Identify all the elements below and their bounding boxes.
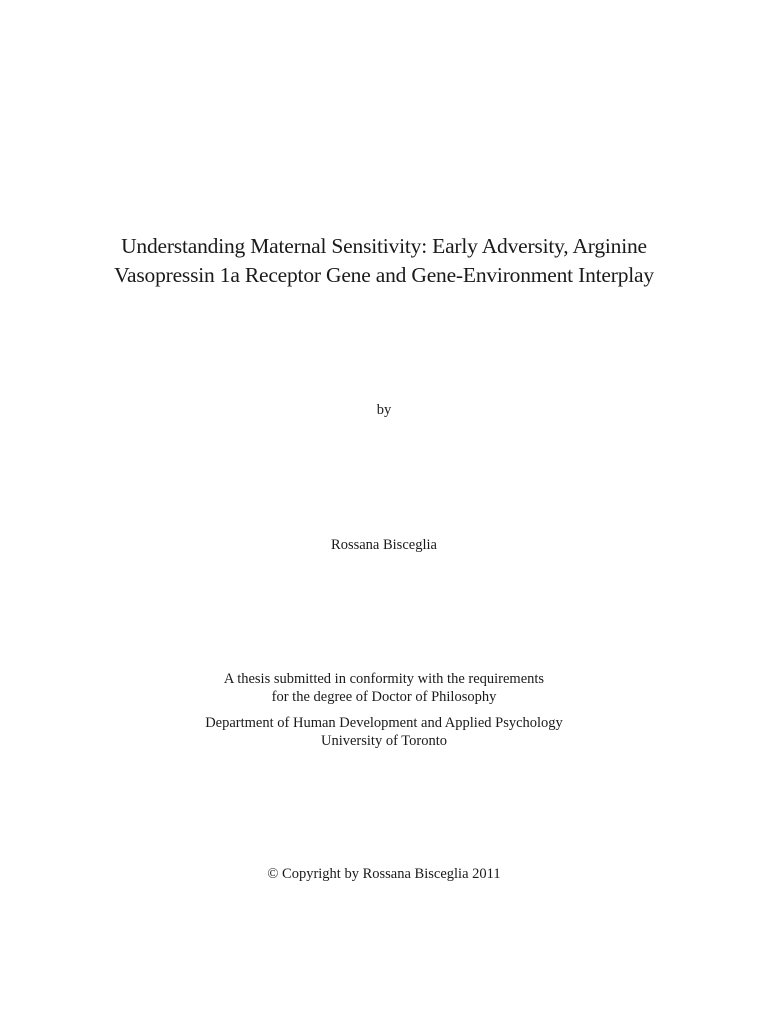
copyright-notice: © Copyright by Rossana Bisceglia 2011 xyxy=(267,866,501,882)
thesis-title xyxy=(0,232,768,290)
by-label: by xyxy=(376,402,392,418)
institution-block xyxy=(0,714,768,750)
university-name: University of Toronto xyxy=(321,733,447,749)
thesis-title-line-1: Understanding Maternal Sensitivity: Early Adversity, Arginine xyxy=(121,234,647,258)
thesis-title-line-2: Vasopressin 1a Receptor Gene and Gene-Environment Interplay xyxy=(114,263,654,287)
author-name: Rossana Bisceglia xyxy=(331,537,437,553)
department-name: Department of Human Development and Applied Psychology xyxy=(205,715,563,731)
degree-statement xyxy=(0,670,768,706)
degree-statement-line-1: A thesis submitted in conformity with the requirements xyxy=(223,671,545,687)
degree-statement-line-2: for the degree of Doctor of Philosophy xyxy=(271,689,497,705)
